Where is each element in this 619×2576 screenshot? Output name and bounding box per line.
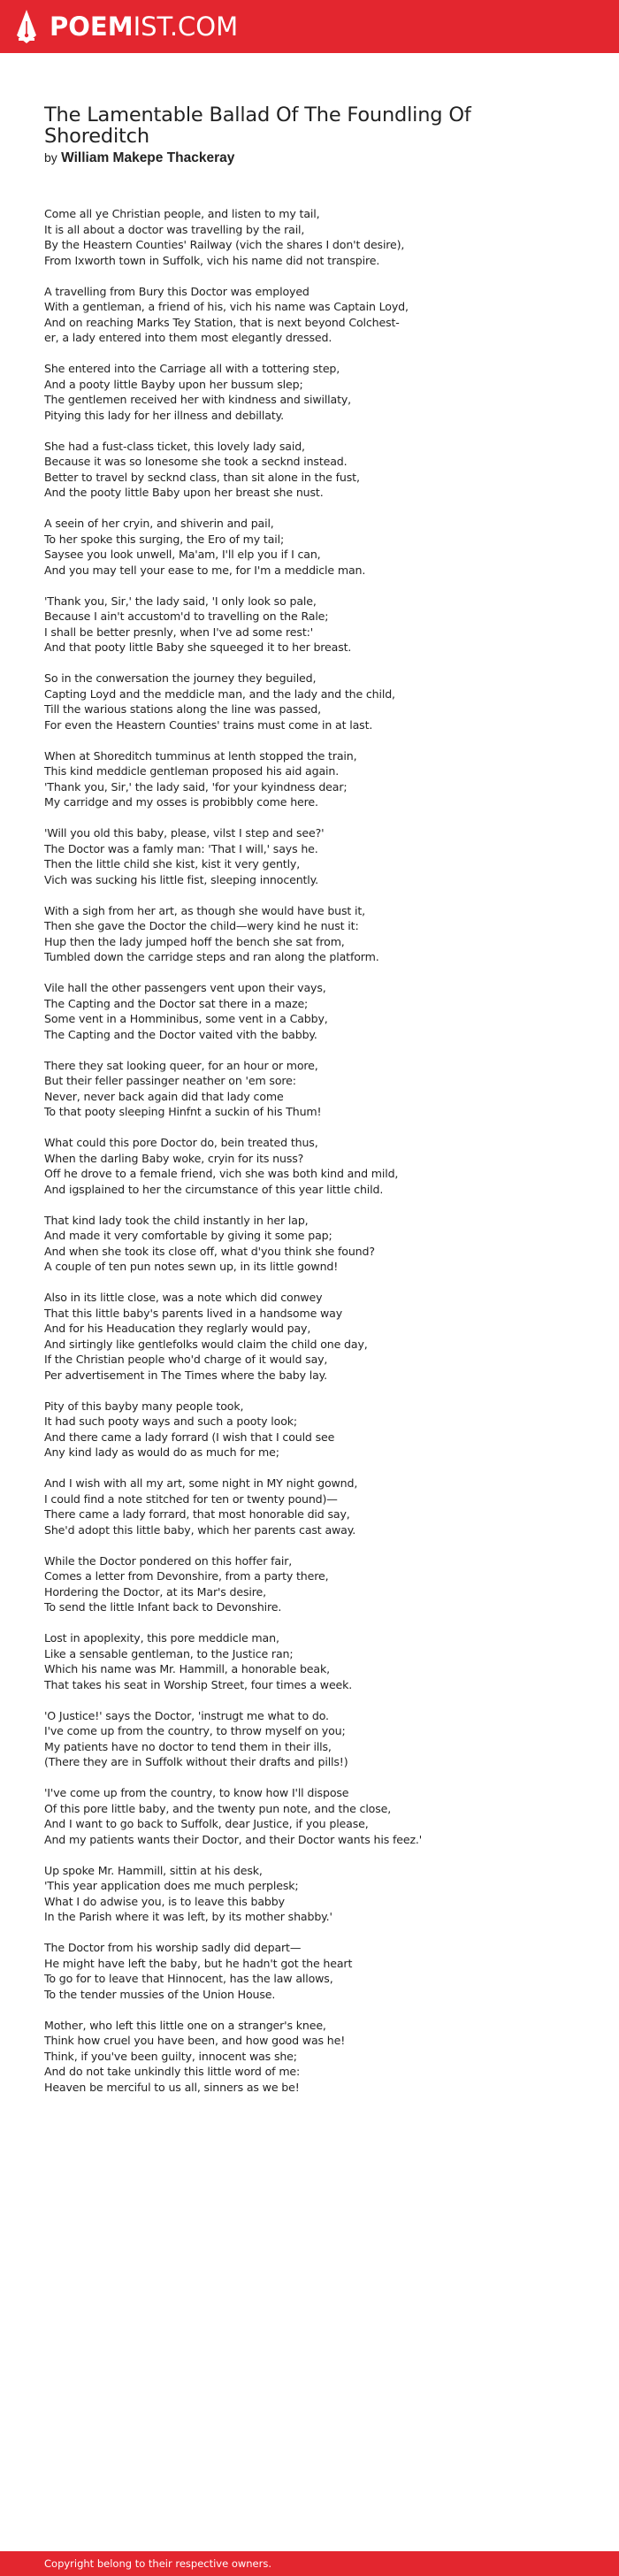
poem-line: With a sigh from her art, as though she would have bust it, [44,903,366,917]
pen-nib-icon[interactable] [15,9,38,44]
poem-line: There came a lady forrard, that most honorable did say, [44,1507,350,1521]
poem-line: And I want to go back to Suffolk, dear Justice, if you please, [44,1817,369,1830]
poem-line: (There they are in Suffolk without their drafts and pills!) [44,1755,348,1768]
poem-line: From Ixworth town in Suffolk, vich his name did not transpire. [44,253,380,267]
poem-line: Pitying this lady for her illness and debillaty. [44,408,284,422]
poem-line: Till the warious stations along the line was passed, [44,702,321,716]
site-logo[interactable] [50,11,239,42]
poem-line: And I wish with all my art, some night in MY night gownd, [44,1476,358,1490]
poem-line: My patients have no doctor to tend them in their ills, [44,1739,332,1753]
poem-line: Better to travel by secknd class, than sit alone in the fust, [44,470,360,484]
poem-line: This kind meddicle gentleman proposed his aid again. [44,764,340,778]
poem-stanza [44,439,575,501]
poem-line: Off he drove to a female friend, vich she was both kind and mild, [44,1167,399,1180]
site-header [0,0,619,53]
poem-line: Capting Loyd and the meddicle man, and the lady and the child, [44,686,395,701]
poem-line: Heaven be merciful to us all, sinners as we be! [44,2080,300,2094]
poem-content [44,104,575,2111]
poem-stanza [44,516,575,578]
poem-line: While the Doctor pondered on this hoffer fair, [44,1553,293,1568]
poem-line: And for his Headucation they reglarly would pay, [44,1322,311,1335]
poem-line: Tumbled down the carridge steps and ran along the platform. [44,950,379,963]
poem-line: Because it was so lonesome she took a secknd instead. [44,455,348,468]
poem-line: So in the conwersation the journey they beguiled, [44,671,317,685]
poem-line: That this little baby's parents lived in a handsome way [44,1306,343,1320]
poem-line: Also in its little close, was a note which did conwey [44,1291,323,1304]
poem-line: And when she took its close off, what d'you think she found? [44,1244,375,1258]
poem-line: And do not take unkindly this little word of me: [44,2065,301,2078]
poem-stanza [44,1553,575,1615]
poem-line: And igsplained to her the circumstance of this year little child. [44,1182,384,1196]
poem-stanza [44,2018,575,2096]
poem-line: And on reaching Marks Tey Station, that is next beyond Colchest- [44,315,400,329]
poem-line: The Doctor was a famly man: 'That I will,' says he. [44,841,318,855]
poem-line: There they sat looking queer, for an hour or more, [44,1058,318,1072]
poem-line: Vich was sucking his little fist, sleeping innocently. [44,872,319,886]
poem-line: To the tender mussies of the Union House. [44,1987,276,2001]
poem-line: And you may tell your ease to me, for I'm a meddicle man. [44,563,366,577]
poem-line: And that pooty little Baby she squeeged it to her breast. [44,640,352,654]
poem-line: Of this pore little baby, and the twenty pun note, and the close, [44,1801,392,1815]
poem-line: Vile hall the other passengers vent upon their vays, [44,981,326,994]
poem-line: Hup then the lady jumped hoff the bench she sat from, [44,934,345,948]
poem-line: For even the Heastern Counties' trains must come in at last. [44,717,373,732]
poem-line: Some vent in a Homminibus, some vent in a Cabby, [44,1012,328,1025]
poem-line: I shall be better presnly, when I've ad some rest:' [44,625,314,639]
poem-line: Like a sensable gentleman, to the Justice ran; [44,1646,294,1660]
poem-line: And sirtingly like gentlefolks would claim the child one day, [44,1337,368,1351]
poem-stanza [44,1135,575,1197]
poem-stanza [44,1863,575,1925]
poem-title: The Lamentable Ballad Of The Foundling Of Shoreditch [44,104,471,148]
poem-line: When at Shoreditch tumminus at lenth stopped the train, [44,748,357,763]
poem-stanza [44,594,575,656]
poem-stanza [44,1399,575,1460]
poem-body [44,206,575,2095]
poem-line: Up spoke Mr. Hammill, sittin at his desk, [44,1863,263,1877]
poem-stanza [44,903,575,965]
poem-line: That kind lady took the child instantly in her lap, [44,1213,309,1227]
poem-line: Never, never back again did that lady come [44,1089,284,1103]
poem-line: The gentlemen received her with kindness and siwillaty, [44,393,352,406]
poem-line: He might have left the baby, but he hadn't got the heart [44,1956,353,1970]
logo-light-text: IST.COM [133,11,239,42]
poem-line: That takes his seat in Worship Street, four times a week. [44,1677,353,1691]
poem-line: And my patients wants their Doctor, and their Doctor wants his feez.' [44,1832,423,1846]
poem-stanza [44,980,575,1042]
poem-stanza [44,206,575,268]
poem-line: Saysee you look unwell, Ma'am, I'll elp you if I can, [44,548,321,561]
poem-line: It is all about a doctor was travelling by the rail, [44,222,305,236]
poem-line: Then the little child she kist, kist it very gently, [44,857,301,870]
poem-line: Which his name was Mr. Hammill, a honorable beak, [44,1662,330,1675]
poem-line: My carridge and my osses is probibbly come here. [44,795,318,809]
poem-line: She'd adopt this little baby, which her parents cast away. [44,1522,356,1537]
poem-stanza [44,1630,575,1692]
poem-line: The Doctor from his worship sadly did depart— [44,1941,302,1954]
poem-line: Then she gave the Doctor the child—wery kind he nust it: [44,919,359,932]
poem-line: If the Christian people who'd charge of it would say, [44,1353,328,1366]
poem-line: The Capting and the Doctor vaited vith the babby. [44,1027,317,1041]
poem-line: But their feller passinger neather on 'em sore: [44,1074,296,1087]
poem-stanza [44,1213,575,1275]
poem-line: What could this pore Doctor do, bein treated thus, [44,1136,318,1149]
poem-line: A travelling from Bury this Doctor was employed [44,284,310,298]
poem-line: To that pooty sleeping Hinfnt a suckin of his Thum! [44,1105,322,1118]
poem-line: And the pooty little Baby upon her breast she nust. [44,486,324,499]
poem-line: I've come up from the country, to throw myself on you; [44,1724,346,1737]
poem-stanza [44,1785,575,1847]
poem-stanza [44,825,575,887]
poem-line: 'This year application does me much perplesk; [44,1879,299,1892]
poem-line: What I do adwise you, is to leave this babby [44,1894,285,1908]
poem-line: To her spoke this surging, the Ero of my tail; [44,532,285,546]
poem-stanza [44,284,575,346]
poem-line: Per advertisement in The Times where the baby lay. [44,1368,328,1382]
poem-line: 'Will you old this baby, please, vilst I step and see?' [44,826,325,840]
poem-line: She had a fust-class ticket, this lovely lady said, [44,439,305,453]
poem-line: In the Parish where it was left, by its mother shabby.' [44,1910,332,1923]
poem-line: And made it very comfortable by giving it some pap; [44,1229,332,1242]
poem-line: Think, if you've been guilty, innocent was she; [44,2049,297,2063]
poem-line: Any kind lady as would do as much for me; [44,1445,279,1459]
poem-line: With a gentleman, a friend of his, vich his name was Captain Loyd, [44,300,409,313]
poem-line: To go for to leave that Hinnocent, has the law allows, [44,1972,333,1985]
poem-line: By the Heastern Counties' Railway (vich the shares I don't desire), [44,238,405,251]
poem-line: And a pooty little Bayby upon her bussum slep; [44,377,303,391]
poem-line: Because I ain't accustom'd to travelling on the Rale; [44,610,329,623]
poem-stanza [44,1290,575,1383]
poem-line: She entered into the Carriage all with a tottering step, [44,362,340,375]
poem-line: I could find a note stitched for ten or twenty pound)— [44,1491,338,1506]
poem-line: er, a lady entered into them most elegantly dressed. [44,331,332,344]
poem-line: Comes a letter from Devonshire, from a party there, [44,1569,329,1583]
poem-line: It had such pooty ways and such a pooty look; [44,1414,297,1428]
by-label: by [44,150,57,165]
poem-stanza [44,1940,575,2002]
poem-line: 'I've come up from the country, to know how I'll dispose [44,1786,349,1799]
poem-stanza [44,748,575,810]
poem-line: To send the little Infant back to Devonshire. [44,1600,282,1614]
poem-line: Mother, who left this little one on a stranger's knee, [44,2018,326,2032]
poem-line: 'Thank you, Sir,' the lady said, 'for your kyindness dear; [44,779,348,794]
poem-line: Pity of this bayby many people took, [44,1399,244,1413]
site-footer [0,2551,619,2576]
poem-line: The Capting and the Doctor sat there in a maze; [44,996,309,1010]
poem-line: Think how cruel you have been, and how good was he! [44,2034,346,2047]
poem-byline [44,149,575,167]
poem-line: A couple of ten pun notes sewn up, in its little gownd! [44,1260,339,1273]
poem-line: And there came a lady forrard (I wish that I could see [44,1430,335,1444]
logo-bold-text: POEM [50,11,134,42]
poem-line: A seein of her cryin, and shiverin and pail, [44,517,274,530]
poem-stanza [44,671,575,732]
copyright-text: Copyright belong to their respective owners. [44,2557,272,2570]
poem-line: Hordering the Doctor, at its Mar's desire, [44,1584,266,1598]
poem-line: Lost in apoplexity, this pore meddicle man, [44,1631,279,1644]
poem-stanza [44,1058,575,1120]
poem-line: Come all ye Christian people, and listen to my tail, [44,207,320,220]
poem-stanza [44,1476,575,1537]
poem-line: 'Thank you, Sir,' the lady said, 'I only look so pale, [44,594,317,608]
poem-stanza [44,1708,575,1770]
poem-line: 'O Justice!' says the Doctor, 'instrugt me what to do. [44,1708,329,1722]
author-link[interactable]: William Makepe Thackeray [61,150,235,165]
poem-stanza [44,361,575,423]
poem-line: When the darling Baby woke, cryin for its nuss? [44,1151,304,1165]
